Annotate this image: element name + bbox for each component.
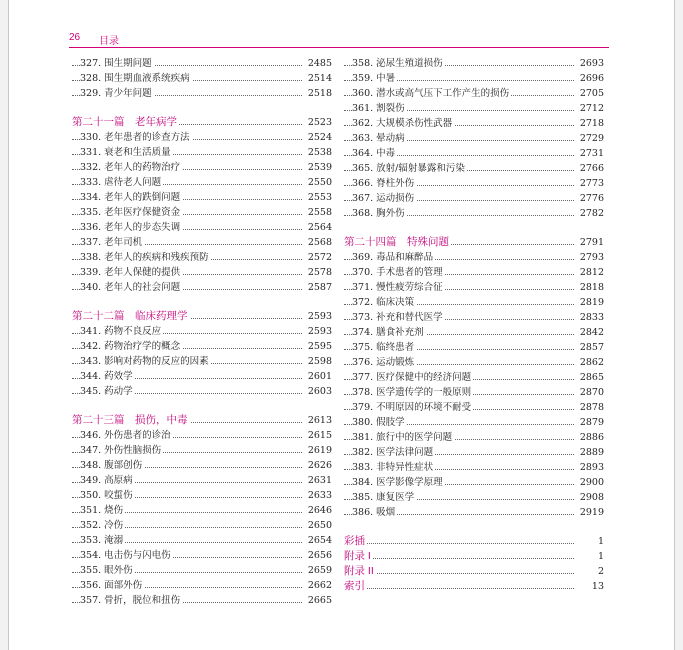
toc-page-number: 2593 xyxy=(307,311,332,322)
toc-entry[interactable] xyxy=(344,131,604,146)
dot-leader xyxy=(344,573,574,574)
toc-entry[interactable] xyxy=(72,384,332,399)
toc-entry[interactable] xyxy=(72,145,332,160)
toc-part-heading[interactable] xyxy=(72,413,332,428)
toc-entry-title: 第二十二篇 临床药理学 xyxy=(72,310,188,322)
toc-entry-title: 333. 虐待老人问题 xyxy=(80,177,162,188)
toc-entry-title: 357. 骨折，脱位和扭伤 xyxy=(80,595,181,606)
toc-entry-title: 332. 老年人的药物治疗 xyxy=(80,162,181,173)
toc-page-number: 2601 xyxy=(307,371,332,382)
toc-page-number: 2712 xyxy=(579,103,604,114)
toc-page-number: 2886 xyxy=(579,432,604,443)
section-gap xyxy=(72,101,332,115)
toc-entry-title: 第二十三篇 损伤，中毒 xyxy=(72,414,188,426)
toc-entry[interactable] xyxy=(344,385,604,400)
toc-page-number: 2553 xyxy=(307,192,332,203)
toc-page-number: 2523 xyxy=(307,117,332,128)
toc-entry-title: 383. 非特异性症状 xyxy=(352,462,434,473)
toc-entry[interactable] xyxy=(72,71,332,86)
toc-page-number: 2578 xyxy=(307,267,332,278)
toc-entry[interactable] xyxy=(72,205,332,220)
toc-page-number: 2524 xyxy=(307,132,332,143)
toc-page-number: 2633 xyxy=(307,490,332,501)
toc-entry[interactable] xyxy=(72,533,332,548)
toc-entry-title: 379. 不明原因的环境不耐受 xyxy=(352,402,472,413)
toc-entry[interactable] xyxy=(344,86,604,101)
toc-page-number: 2619 xyxy=(307,445,332,456)
toc-entry-title: 344. 药效学 xyxy=(80,371,133,382)
toc-entry-title: 361. 割裂伤 xyxy=(352,103,405,114)
toc-page-number: 2729 xyxy=(579,133,604,144)
toc-entry-title: 375. 临终患者 xyxy=(352,342,415,353)
toc-entry[interactable] xyxy=(344,116,604,131)
toc-entry[interactable] xyxy=(72,265,332,280)
toc-entry-title: 附录 I xyxy=(344,550,371,562)
toc-entry-title: 359. 中暑 xyxy=(352,73,396,84)
toc-entry[interactable] xyxy=(344,146,604,161)
toc-page-number: 2878 xyxy=(579,402,604,413)
toc-entry[interactable] xyxy=(72,443,332,458)
toc-entry[interactable] xyxy=(344,71,604,86)
toc-entry[interactable] xyxy=(344,400,604,415)
toc-entry[interactable] xyxy=(344,325,604,340)
section-gap xyxy=(344,520,604,534)
toc-entry[interactable] xyxy=(344,265,604,280)
toc-page-number: 2865 xyxy=(579,372,604,383)
toc-page-number: 2568 xyxy=(307,237,332,248)
toc-entry[interactable] xyxy=(344,310,604,325)
toc-page-number: 2793 xyxy=(579,252,604,263)
toc-entry[interactable] xyxy=(72,473,332,488)
toc-page-number: 13 xyxy=(591,581,604,592)
toc-entry[interactable] xyxy=(344,56,604,71)
dot-leader xyxy=(344,543,574,544)
toc-entry-title: 370. 手术患者的管理 xyxy=(352,267,443,278)
toc-page-number: 2615 xyxy=(307,430,332,441)
toc-page-number: 1 xyxy=(597,536,604,547)
toc-entry-title: 343. 影响对药物的反应的因素 xyxy=(80,356,209,367)
toc-entry-title: 336. 老年人的步态失调 xyxy=(80,222,181,233)
toc-entry[interactable] xyxy=(72,369,332,384)
toc-entry[interactable] xyxy=(72,458,332,473)
toc-page-number: 2550 xyxy=(307,177,332,188)
toc-entry-title: 381. 旅行中的医学问题 xyxy=(352,432,453,443)
toc-entry-title: 363. 晕动病 xyxy=(352,133,405,144)
toc-entry-title: 377. 医疗保健中的经济问题 xyxy=(352,372,472,383)
toc-entry-title: 354. 电击伤与闪电伤 xyxy=(80,550,171,561)
toc-entry-title: 341. 药物不良反应 xyxy=(80,326,162,337)
toc-entry-title: 339. 老年人保健的提供 xyxy=(80,267,181,278)
toc-page-number: 2662 xyxy=(307,580,332,591)
toc-page-number: 2693 xyxy=(579,58,604,69)
toc-page-number: 2572 xyxy=(307,252,332,263)
toc-entry-title: 373. 补充和替代医学 xyxy=(352,312,443,323)
toc-entry-title: 362. 大规模杀伤性武器 xyxy=(352,118,453,129)
toc-entry[interactable] xyxy=(72,563,332,578)
toc-page-number: 2900 xyxy=(579,477,604,488)
toc-entry-title: 374. 膳食补充剂 xyxy=(352,327,424,338)
toc-page-number: 2705 xyxy=(579,88,604,99)
toc-page-number: 2766 xyxy=(579,163,604,174)
header-rule xyxy=(69,47,609,48)
toc-page-number: 2646 xyxy=(307,505,332,516)
toc-entry[interactable] xyxy=(72,593,332,608)
toc-page-number: 2598 xyxy=(307,356,332,367)
toc-entry-title: 329. 青少年问题 xyxy=(80,88,152,99)
toc-entry[interactable] xyxy=(72,190,332,205)
toc-entry[interactable] xyxy=(72,354,332,369)
toc-entry-title: 384. 医学影像学原理 xyxy=(352,477,443,488)
toc-entry-title: 372. 临床决策 xyxy=(352,297,415,308)
page-number: 26 xyxy=(69,32,81,43)
toc-entry-title: 338. 老年人的疾病和残疾预防 xyxy=(80,252,209,263)
toc-entry-title: 347. 外伤性脑损伤 xyxy=(80,445,162,456)
dot-leader xyxy=(344,558,574,559)
toc-entry-title: 356. 面部外伤 xyxy=(80,580,143,591)
toc-entry-title: 382. 医学法律问题 xyxy=(352,447,434,458)
toc-entry-title: 371. 慢性疲劳综合征 xyxy=(352,282,443,293)
toc-part-heading[interactable] xyxy=(344,534,604,549)
toc-entry-title: 355. 眼外伤 xyxy=(80,565,133,576)
toc-page-number: 2819 xyxy=(579,297,604,308)
toc-entry[interactable] xyxy=(344,206,604,221)
toc-entry[interactable] xyxy=(72,578,332,593)
section-gap xyxy=(72,295,332,309)
toc-entry[interactable] xyxy=(72,235,332,250)
toc-entry-title: 350. 咬蜇伤 xyxy=(80,490,133,501)
toc-page-number: 2696 xyxy=(579,73,604,84)
toc-page-number: 2 xyxy=(597,566,604,577)
toc-page-number: 2889 xyxy=(579,447,604,458)
toc-entry-title: 386. 吸烟 xyxy=(352,507,396,518)
toc-entry-title: 385. 康复医学 xyxy=(352,492,415,503)
toc-right-column xyxy=(344,56,604,594)
toc-part-heading[interactable] xyxy=(344,564,604,579)
toc-entry[interactable] xyxy=(344,176,604,191)
toc-entry[interactable] xyxy=(344,445,604,460)
toc-entry-title: 彩插 xyxy=(344,535,365,547)
toc-entry-title: 358. 泌尿生殖道损伤 xyxy=(352,58,443,69)
toc-entry-title: 342. 药物治疗学的概念 xyxy=(80,341,181,352)
toc-entry[interactable] xyxy=(344,415,604,430)
toc-page-number: 2812 xyxy=(579,267,604,278)
toc-entry[interactable] xyxy=(72,56,332,71)
toc-page-number: 2731 xyxy=(579,148,604,159)
toc-page-number: 2833 xyxy=(579,312,604,323)
toc-entry[interactable] xyxy=(72,548,332,563)
toc-entry-title: 330. 老年患者的诊查方法 xyxy=(80,132,190,143)
toc-page-number: 2879 xyxy=(579,417,604,428)
toc-entry-title: 352. 冷伤 xyxy=(80,520,124,531)
toc-page-number: 2862 xyxy=(579,357,604,368)
toc-entry[interactable] xyxy=(344,101,604,116)
section-gap xyxy=(72,399,332,413)
toc-page-number: 2659 xyxy=(307,565,332,576)
toc-part-heading[interactable] xyxy=(344,549,604,564)
toc-entry-title: 366. 脊柱外伤 xyxy=(352,178,415,189)
toc-entry-title: 349. 高原病 xyxy=(80,475,133,486)
dot-leader xyxy=(344,588,574,589)
toc-page-number: 2870 xyxy=(579,387,604,398)
toc-entry[interactable] xyxy=(344,370,604,385)
toc-page-number: 2538 xyxy=(307,147,332,158)
toc-entry[interactable] xyxy=(344,295,604,310)
toc-entry-title: 331. 衰老和生活质量 xyxy=(80,147,171,158)
toc-entry[interactable] xyxy=(72,339,332,354)
toc-entry-title: 335. 老年医疗保健资金 xyxy=(80,207,181,218)
toc-page-number: 2665 xyxy=(307,595,332,606)
toc-entry-title: 367. 运动损伤 xyxy=(352,193,415,204)
toc-entry[interactable] xyxy=(344,460,604,475)
toc-entry[interactable] xyxy=(344,355,604,370)
toc-entry[interactable] xyxy=(72,220,332,235)
toc-entry-title: 376. 运动锻炼 xyxy=(352,357,415,368)
toc-page-number: 2773 xyxy=(579,178,604,189)
toc-page-number: 2791 xyxy=(579,237,604,248)
toc-entry-title: 340. 老年人的社会问题 xyxy=(80,282,181,293)
toc-entry[interactable] xyxy=(344,340,604,355)
toc-page-number: 2842 xyxy=(579,327,604,338)
toc-page-number: 2656 xyxy=(307,550,332,561)
toc-entry[interactable] xyxy=(72,175,332,190)
toc-entry-title: 369. 毒品和麻醉品 xyxy=(352,252,434,263)
toc-left-column xyxy=(72,56,332,608)
toc-page-number: 2919 xyxy=(579,507,604,518)
toc-entry[interactable] xyxy=(72,280,332,295)
toc-entry-title: 364. 中毒 xyxy=(352,148,396,159)
toc-entry-title: 345. 药动学 xyxy=(80,386,133,397)
toc-entry[interactable] xyxy=(344,191,604,206)
toc-entry-title: 346. 外伤患者的诊治 xyxy=(80,430,171,441)
toc-entry[interactable] xyxy=(72,488,332,503)
toc-page-number: 2782 xyxy=(579,208,604,219)
toc-entry[interactable] xyxy=(72,250,332,265)
toc-entry-title: 360. 潜水或高气压下工作产生的损伤 xyxy=(352,88,510,99)
section-gap xyxy=(344,221,604,235)
toc-page-number: 2518 xyxy=(307,88,332,99)
toc-entry[interactable] xyxy=(72,160,332,175)
toc-page-number: 2558 xyxy=(307,207,332,218)
toc-entry[interactable] xyxy=(72,518,332,533)
toc-page-number: 2564 xyxy=(307,222,332,233)
toc-entry-title: 380. 假肢学 xyxy=(352,417,405,428)
toc-entry-title: 索引 xyxy=(344,580,365,592)
toc-entry-title: 351. 烧伤 xyxy=(80,505,124,516)
toc-entry-title: 第二十一篇 老年病学 xyxy=(72,116,177,128)
toc-entry-title: 337. 老年司机 xyxy=(80,237,143,248)
toc-part-heading[interactable] xyxy=(344,579,604,594)
toc-part-heading[interactable] xyxy=(344,235,604,250)
toc-entry[interactable] xyxy=(344,161,604,176)
toc-page-number: 2718 xyxy=(579,118,604,129)
toc-part-heading[interactable] xyxy=(72,115,332,130)
toc-page-number: 2818 xyxy=(579,282,604,293)
toc-entry-title: 348. 腹部创伤 xyxy=(80,460,143,471)
toc-entry-title: 附录 II xyxy=(344,565,374,577)
toc-page-number: 2776 xyxy=(579,193,604,204)
toc-page-number: 2654 xyxy=(307,535,332,546)
toc-entry[interactable] xyxy=(344,430,604,445)
toc-page-number: 2485 xyxy=(307,58,332,69)
toc-part-heading[interactable] xyxy=(72,309,332,324)
page-header xyxy=(69,32,609,46)
toc-entry[interactable] xyxy=(344,280,604,295)
toc-page-number: 2650 xyxy=(307,520,332,531)
toc-page-number: 2539 xyxy=(307,162,332,173)
toc-page-number: 1 xyxy=(597,551,604,562)
toc-entry[interactable] xyxy=(344,505,604,520)
toc-page-number: 2595 xyxy=(307,341,332,352)
toc-entry[interactable] xyxy=(72,324,332,339)
toc-page-number: 2587 xyxy=(307,282,332,293)
toc-entry-title: 368. 胸外伤 xyxy=(352,208,405,219)
toc-entry-title: 365. 放射/辐射暴露和污染 xyxy=(352,163,465,174)
toc-page-number: 2613 xyxy=(307,415,332,426)
toc-entry-title: 第二十四篇 特殊问题 xyxy=(344,236,449,248)
toc-entry-title: 328. 围生期血液系统疾病 xyxy=(80,73,190,84)
toc-entry-title: 327. 围生期问题 xyxy=(80,58,152,69)
toc-entry-title: 334. 老年人的跌倒问题 xyxy=(80,192,181,203)
toc-page-number: 2593 xyxy=(307,326,332,337)
toc-page-number: 2631 xyxy=(307,475,332,486)
toc-page-number: 2857 xyxy=(579,342,604,353)
toc-page-number: 2893 xyxy=(579,462,604,473)
toc-entry[interactable] xyxy=(344,490,604,505)
toc-entry[interactable] xyxy=(72,86,332,101)
toc-entry[interactable] xyxy=(72,130,332,145)
toc-page-number: 2514 xyxy=(307,73,332,84)
toc-entry-title: 353. 淹溺 xyxy=(80,535,124,546)
toc-page-number: 2908 xyxy=(579,492,604,503)
toc-entry[interactable] xyxy=(344,250,604,265)
toc-entry[interactable] xyxy=(72,428,332,443)
header-title: 目录 xyxy=(99,36,119,47)
toc-page-number: 2603 xyxy=(307,386,332,397)
toc-entry-title: 378. 医学遗传学的一般原则 xyxy=(352,387,472,398)
toc-page-number: 2626 xyxy=(307,460,332,471)
toc-entry[interactable] xyxy=(344,475,604,490)
toc-entry[interactable] xyxy=(72,503,332,518)
